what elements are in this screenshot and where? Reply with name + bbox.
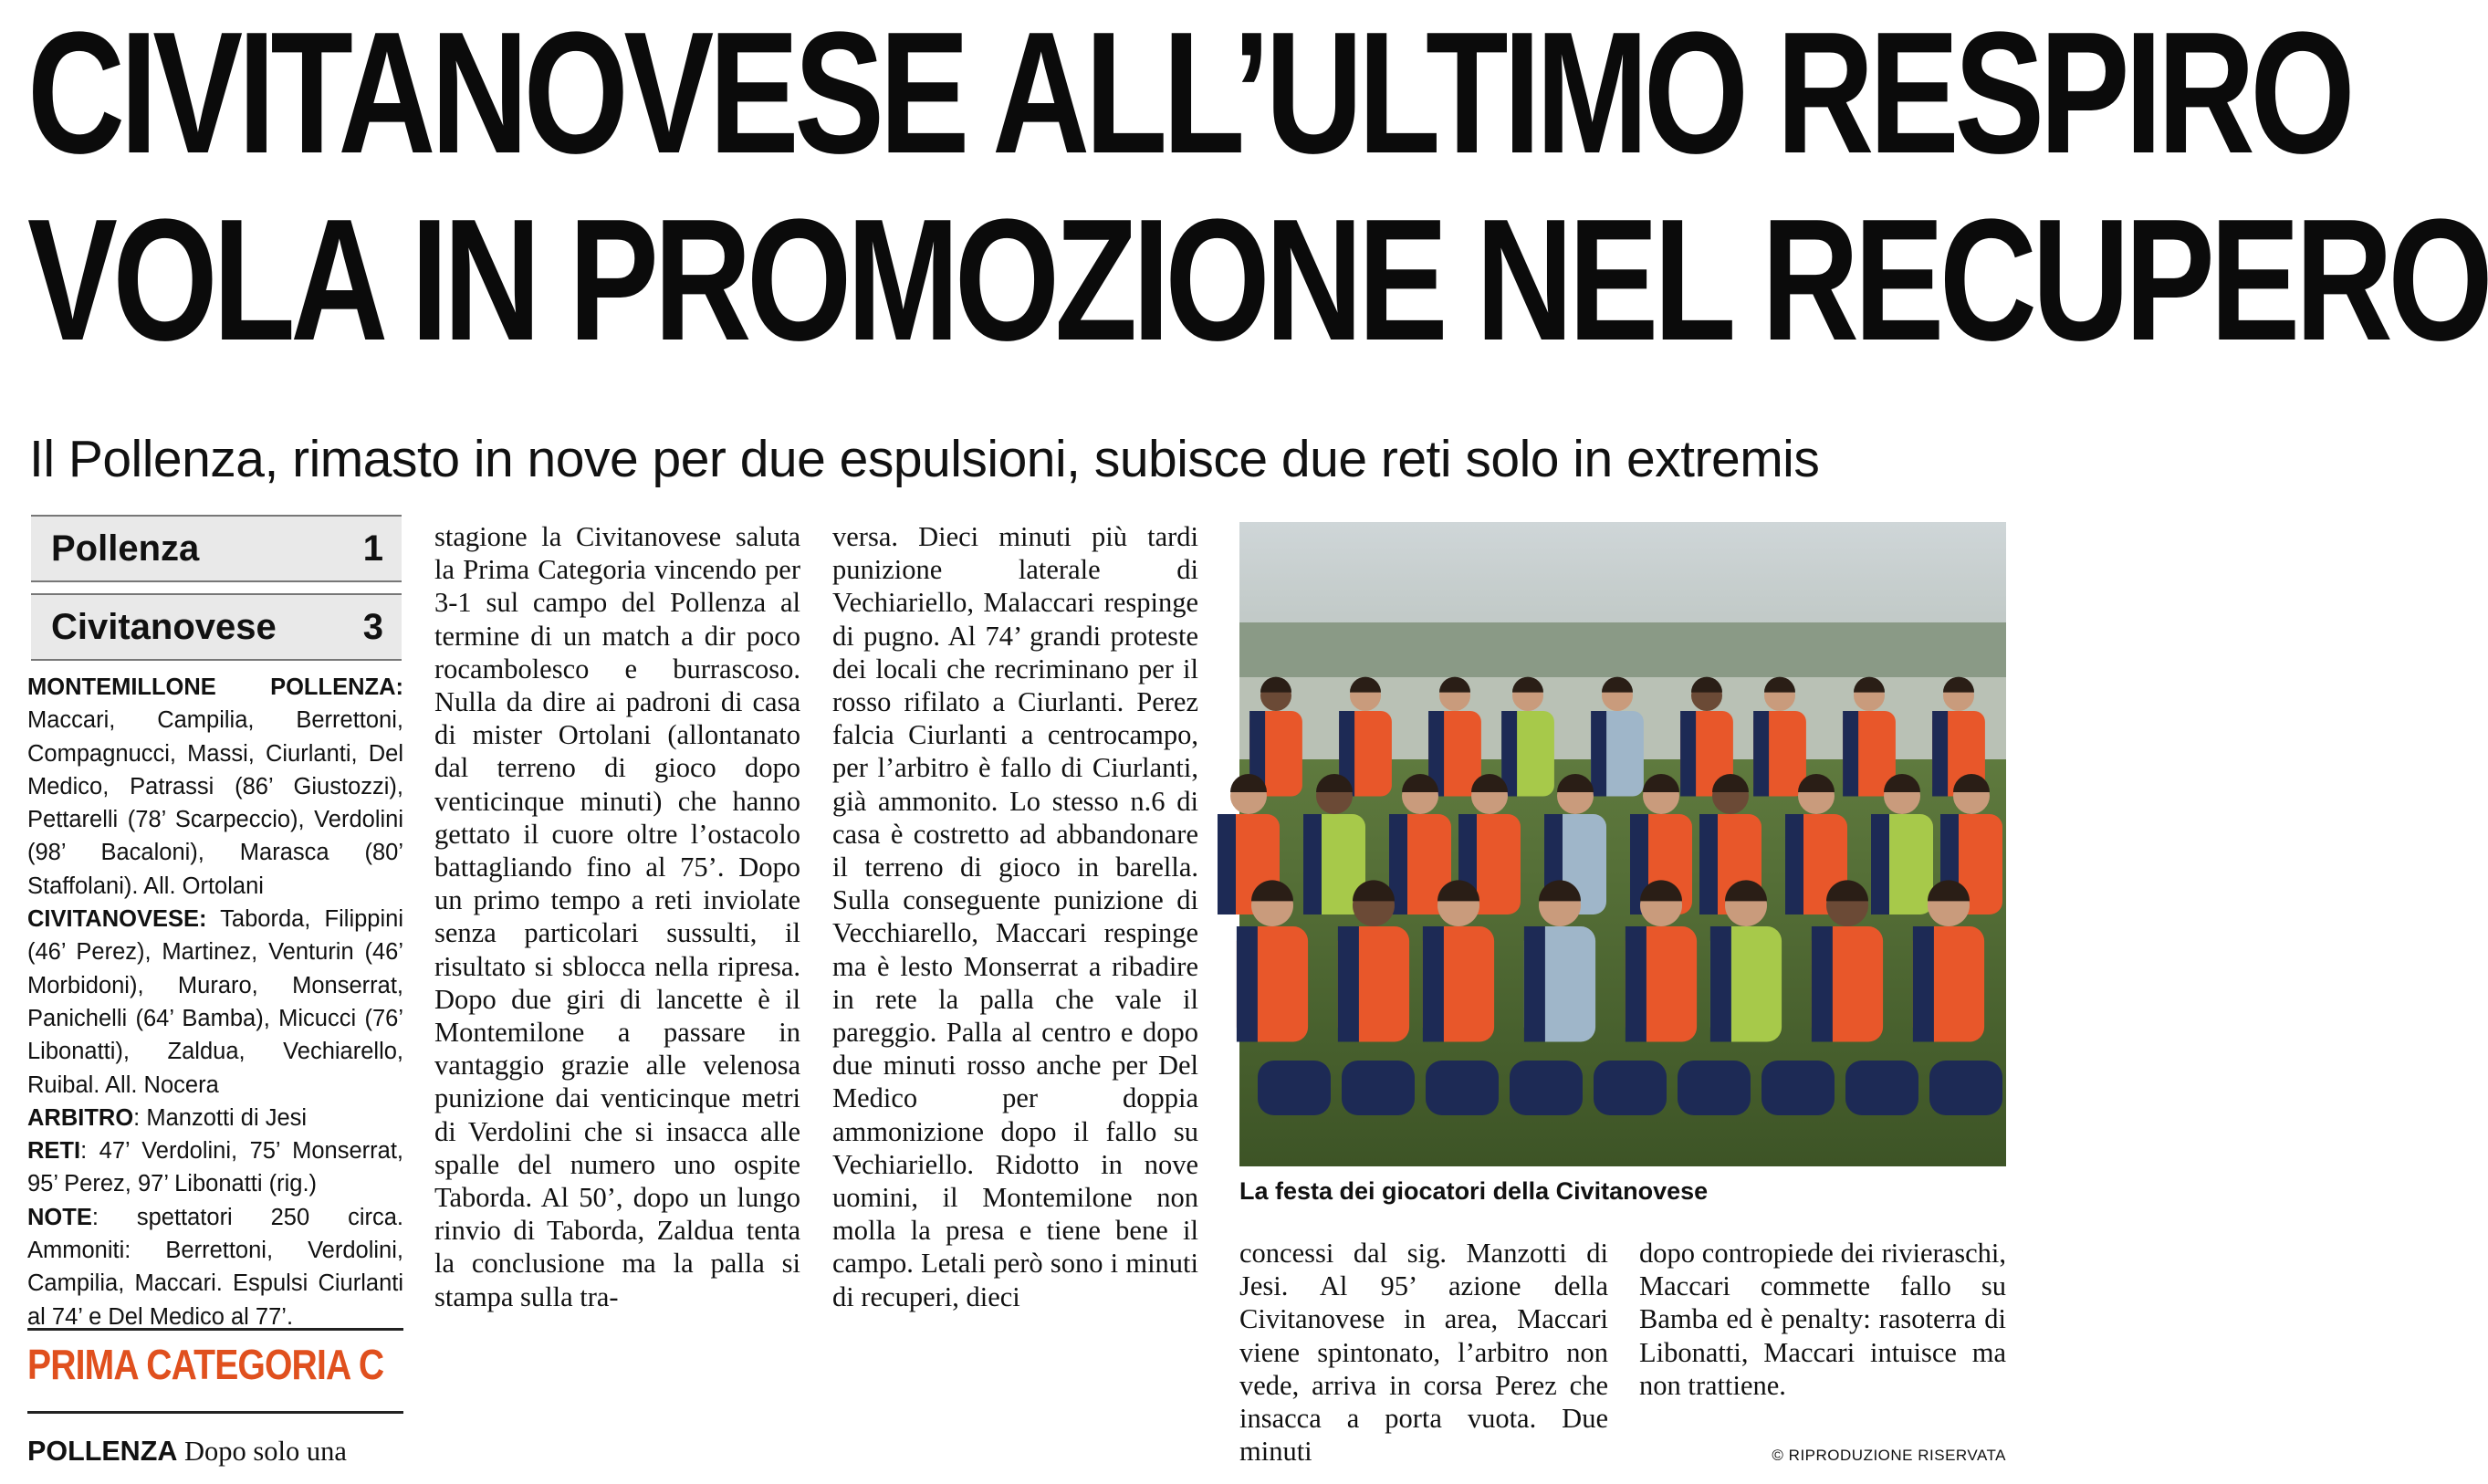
lineup-home-text: Maccari, Campilia, Berrettoni, Compagnucci, Massi, Ciurlanti, Del Medico, Patrassi (86’ Giustozzi), Pettarelli (78’ Scarpeccio), Verdolini (98’ Bacaloni), Marasca (80’ Staffolani). All. Ortolani (27, 707, 403, 899)
article-column-5 (1639, 1237, 2006, 1402)
notes (27, 1201, 403, 1333)
lineup-away-text: Taborda, Filippini (46’ Perez), Martinez, Venturin (46’ Morbidoni), Muraro, Monserrat, Panichelli (64’ Bamba), Micucci (76’ Libonatti), Zaldua, Vechiarello, Ruibal. All. Nocera (27, 906, 403, 1098)
copyright-notice: © RIPRODUZIONE RISERVATA (1772, 1447, 2006, 1464)
player-legs (1761, 1061, 1835, 1115)
player-legs (1678, 1061, 1751, 1115)
notes-label: NOTE (27, 1204, 92, 1230)
goals-label: RETI (27, 1138, 81, 1165)
article-lead-word: POLLENZA (27, 1436, 178, 1467)
team-goals: 3 (362, 607, 383, 647)
article-col3-text: versa. Dieci minuti più tardi punizione laterale di Vechiariello, Malaccari respinge di pugno. Al 74’ grandi proteste dei locali che recriminano per il rosso rifilato a Ciurlanti. Perez falcia Ciurlanti a centrocampo, per l’arbitro è fallo di Ciurlanti, già ammonito. Lo stesso n.6 di casa è costretto ad abbandonare il terreno di gioco in barella. Sulla conseguente punizione di Vecchiarello, Maccari respinge ma è lesto Monserrat a ribadire in rete la palla che vale il pareggio. Palla al centro e dopo due minuti rosso anche per Del Medico per doppia ammonizione dopo il fallo su Vechiariello. Ridotto in nove uomini, il Montemilone non molla la presa e tiene bene il campo. Letali però sono i minuti di recuperi, dieci (832, 521, 1198, 1312)
player-legs (1342, 1061, 1415, 1115)
player-legs (1510, 1061, 1583, 1115)
player-legs (1845, 1061, 1918, 1115)
article-col5-text: dopo contropiede dei rivieraschi, Maccari commette fallo su Bamba ed è penalty: rasoterra di Libonatti, Maccari intuisce ma non trattiene. (1639, 1238, 2006, 1401)
team-name: Civitanovese (51, 607, 277, 647)
team-celebration-illustration (1239, 522, 2006, 1166)
team-celebration-photo (1239, 522, 2006, 1166)
match-facts (27, 671, 403, 1333)
article-col2-text: stagione la Civitanovese saluta la Prima Categoria vincendo per 3-1 sul campo del Pollenza al termine di un match a dir poco rocambolesco e burrascoso. Nulla da dire ai padroni di casa di mister Ortolani (allontanato dal terreno di gioco dopo venticinque minuti) che hanno gettato il cuore oltre l’ostacolo battagliando fino al 75’. Dopo un primo tempo a reti inviolate senza particolari sussulti, il risultato si sblocca nella ripresa. Dopo due giri di lancette è il Montemilone a passare in vantaggio grazie alle velenosa punizione dai venticinque metri di Verdolini che si insacca alle spalle del numero uno ospite Taborda. Al 50’, dopo un lungo rinvio di Taborda, Zaldua tenta la conclusione ma la palla si stampa sulla tra- (434, 521, 800, 1312)
section-divider-top (27, 1328, 403, 1331)
team-name: Pollenza (51, 528, 200, 569)
lineup-away (27, 903, 403, 1102)
notes-text: : spettatori 250 circa. Ammoniti: Berrettoni, Verdolini, Campilia, Maccari. Espulsi Ciurlanti al 74’ e Del Medico al 77’. (27, 1204, 403, 1330)
headline-line-2: VOLA IN PROMOZIONE NEL RECUPERO (27, 183, 2488, 377)
article-column-2 (434, 520, 800, 1313)
referee-text: : Manzotti di Jesi (133, 1104, 308, 1131)
player-legs (1929, 1061, 2002, 1115)
lineup-home-label: MONTEMILLONE POLLENZA: (27, 674, 403, 700)
section-divider-bottom (27, 1411, 403, 1414)
article-column-3 (832, 520, 1198, 1313)
photo-caption: La festa dei giocatori della Civitanovese (1239, 1177, 1709, 1205)
score-row-home (31, 515, 402, 582)
player-legs (1594, 1061, 1667, 1115)
article-col4-text: concessi dal sig. Manzotti di Jesi. Al 95’ azione della Civitanovese in area, Maccari viene spintonato, l’arbitro non vede, arriva in corsa Perez che insacca a porta vuota. Due minuti (1239, 1238, 1608, 1468)
goals-text: : 47’ Verdolini, 75’ Monserrat, 95’ Perez, 97’ Libonatti (rig.) (27, 1138, 403, 1197)
article-column-1 (27, 1435, 403, 1468)
article-col1-text: Dopo solo una (177, 1436, 347, 1467)
headline (27, 0, 2488, 377)
section-title: PRIMA CATEGORIA C (27, 1341, 384, 1388)
goals-list (27, 1134, 403, 1201)
lineup-away-label: CIVITANOVESE: (27, 906, 207, 933)
team-goals: 1 (362, 528, 383, 569)
subtitle: Il Pollenza, rimasto in nove per due espulsioni, subisce due reti solo in extremis (29, 430, 1820, 488)
article-column-4 (1239, 1237, 1608, 1468)
referee (27, 1102, 403, 1134)
player-legs (1426, 1061, 1499, 1115)
score-row-away (31, 593, 402, 661)
lineup-home (27, 671, 403, 903)
headline-line-1: CIVITANOVESE ALL’ULTIMO RESPIRO (27, 0, 2351, 190)
referee-label: ARBITRO (27, 1104, 134, 1131)
player-legs (1258, 1061, 1331, 1115)
